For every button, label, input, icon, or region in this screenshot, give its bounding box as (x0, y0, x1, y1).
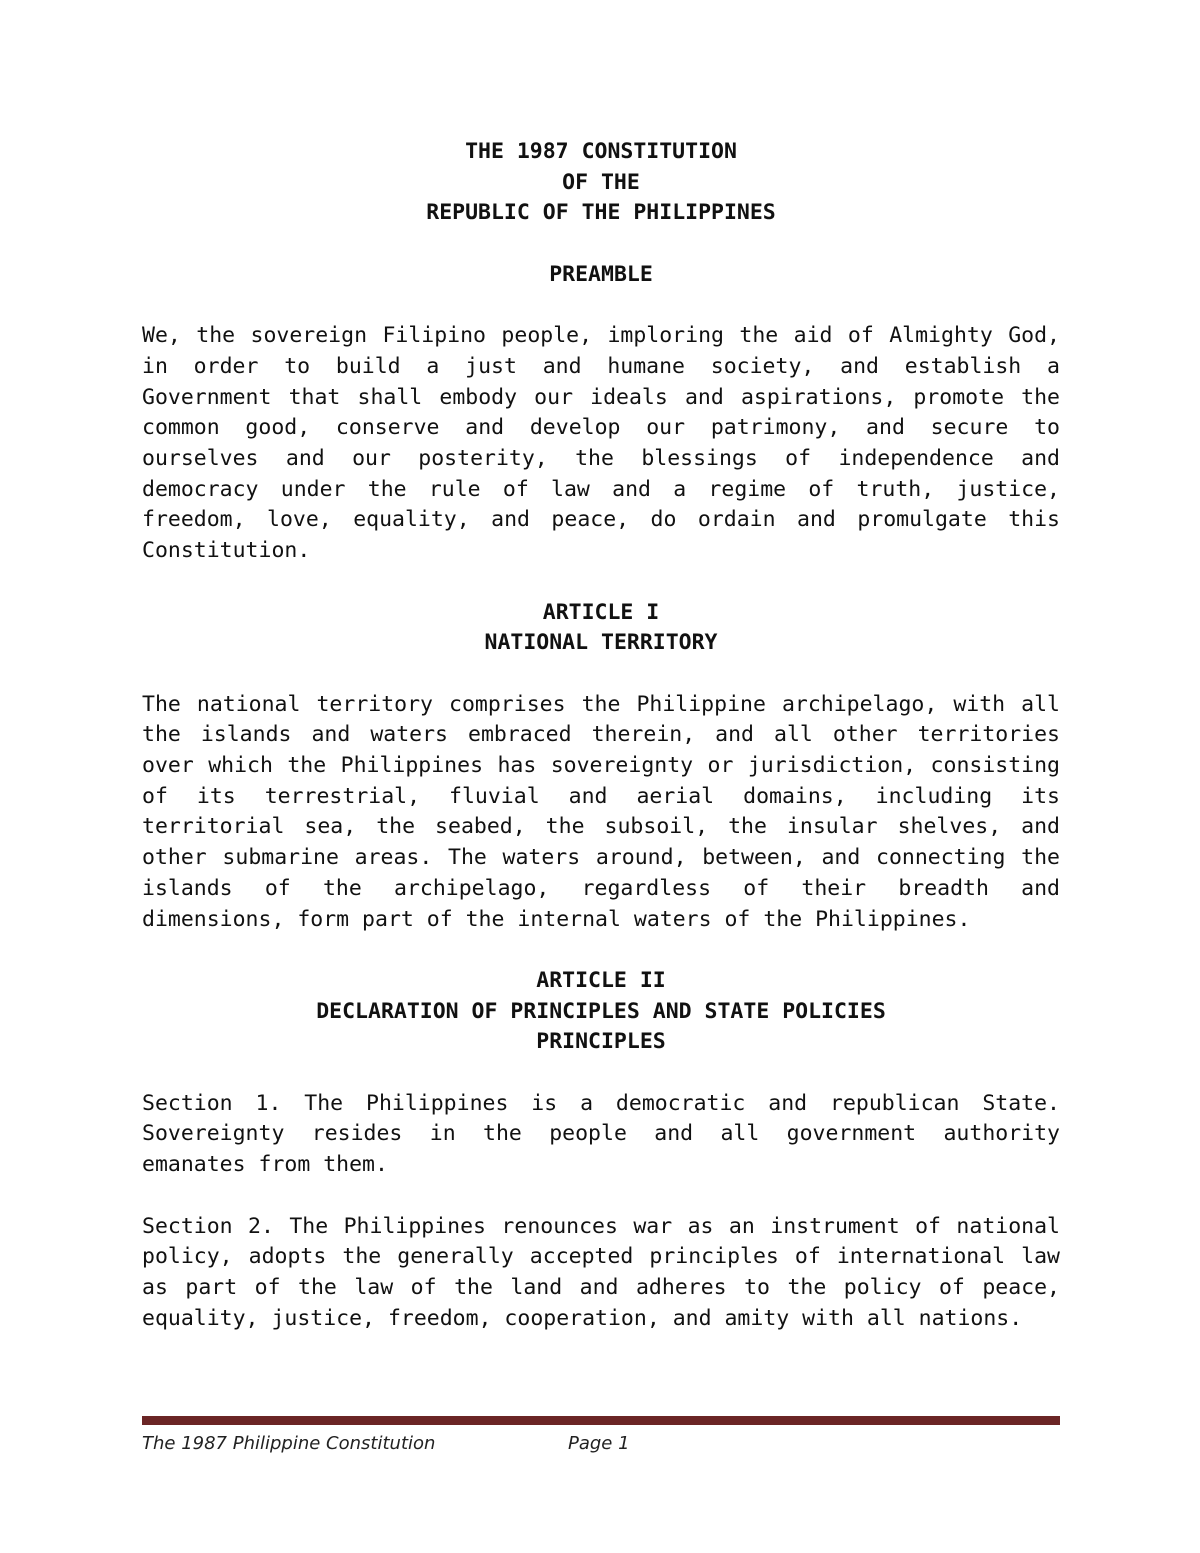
footer-divider (142, 1416, 1060, 1425)
section-2-text: Section 2. The Philippines renounces war as an instrument of national policy, adopts the generally accepted principles of international law as part of the law of the land and adheres to the policy of peace, equality, justice, freedom, cooperation, and amity with all nations. (142, 1213, 1060, 1331)
title-line-2: OF THE (562, 169, 640, 195)
preamble-text: We, the sovereign Filipino people, imploring the aid of Almighty God, in order to build a just and humane society, and establish a Government that shall embody our ideals and aspirations, promote the common good, conserve and develop our patrimony, and secure to ourselves and our posterity, the blessings of independence and democracy under the rule of law and a regime of truth, justice, freedom, love, equality, and peace, do ordain and promulgate this Constitution. (142, 323, 1060, 564)
title-line-3: REPUBLIC OF THE PHILIPPINES (426, 200, 776, 226)
section-1-text: Section 1. The Philippines is a democratic and republican State. Sovereignty resides in the people and all government authority emanates from them. (142, 1090, 1060, 1178)
article-2-subheading: DECLARATION OF PRINCIPLES AND STATE POLICIES (316, 998, 886, 1024)
footer-page-number: Page 1 (568, 1433, 630, 1454)
footer-title: The 1987 Philippine Constitution (142, 1433, 436, 1454)
article-2-subsubheading: PRINCIPLES (536, 1029, 666, 1055)
page-content (142, 137, 1060, 1334)
preamble-heading: PREAMBLE (549, 261, 653, 287)
article-1-text: The national territory comprises the Philippine archipelago, with all the islands and waters embraced therein, and all other territories over which the Philippines has sovereignty or jurisdiction, consisting of its terrestrial, fluvial and aerial domains, including its territorial sea, the seabed, the subsoil, the insular shelves, and other submarine areas. The waters around, between, and connecting the islands of the archipelago, regardless of their breadth and dimensions, form part of the internal waters of the Philippines. (142, 691, 1060, 932)
article-1-heading: ARTICLE I (542, 599, 660, 625)
article-2-heading: ARTICLE II (536, 967, 666, 993)
article-1-subheading: NATIONAL TERRITORY (484, 630, 718, 656)
title-line-1: THE 1987 CONSTITUTION (465, 139, 737, 164)
